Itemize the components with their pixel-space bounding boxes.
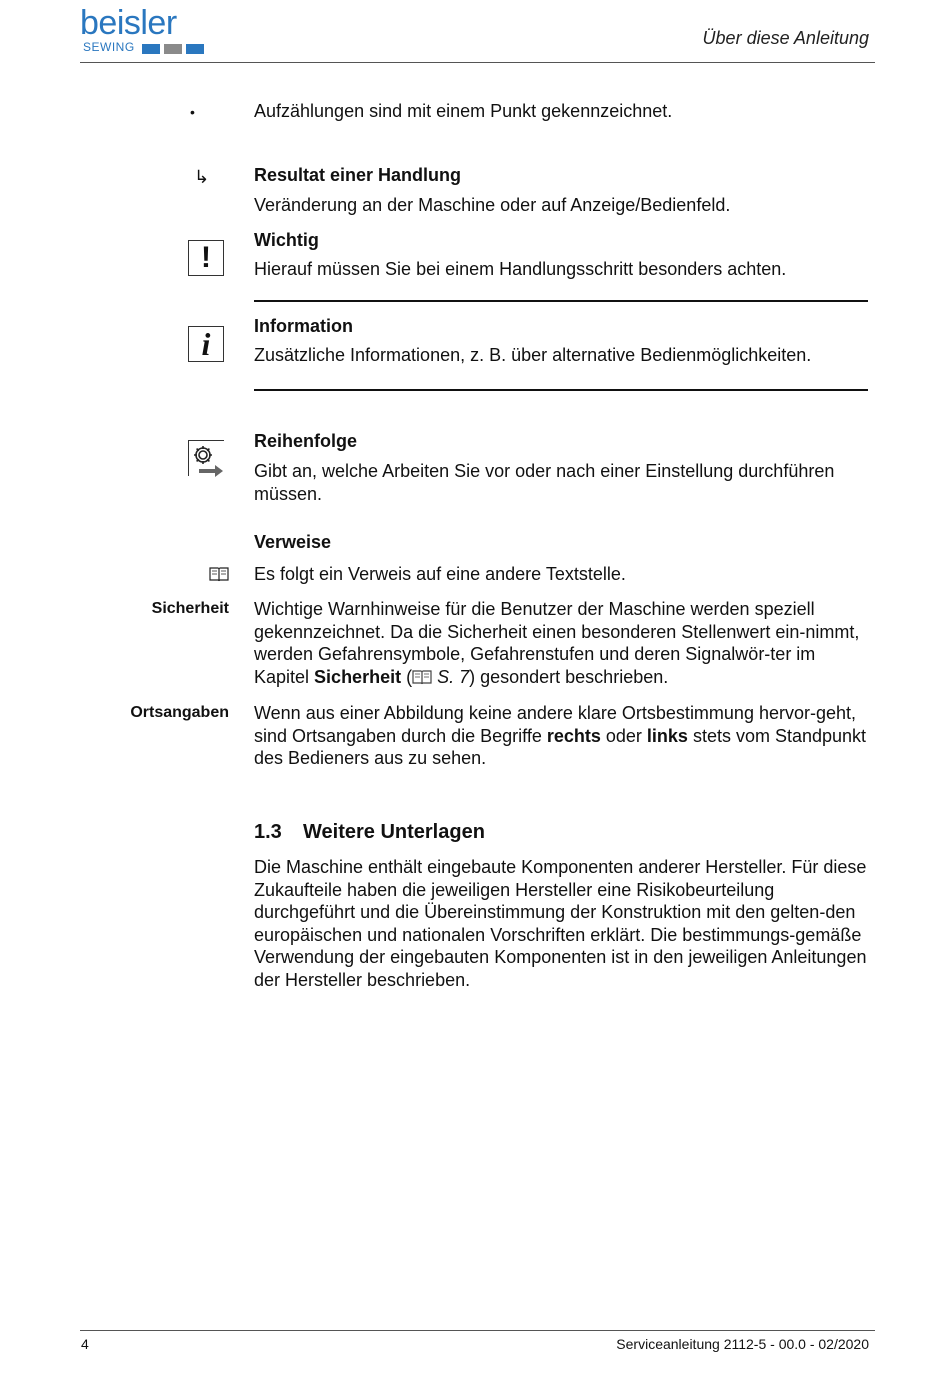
safety-text xyxy=(254,598,868,688)
location-text-part-1: Wenn aus einer Abbildung keine andere klare Ortsbestimmung hervor-geht, sind Ortsangaben durch die Begriffe xyxy=(254,703,857,746)
result-arrow-icon: ↳ xyxy=(194,167,210,187)
gear-arrow-svg xyxy=(189,441,225,477)
important-rule xyxy=(254,300,868,302)
book-icon xyxy=(209,566,229,587)
result-title: Resultat einer Handlung xyxy=(254,165,462,185)
footer-divider xyxy=(80,1330,875,1331)
gear-arrow-icon xyxy=(188,440,224,476)
section-number: 1.3 xyxy=(254,821,282,843)
order-text: Gibt an, welche Arbeiten Sie vor oder nach einer Einstellung durchführen müssen. xyxy=(254,461,835,504)
logo-square-blue-2 xyxy=(186,44,204,54)
logo-square-grey xyxy=(164,44,182,54)
info-letter: i xyxy=(201,326,211,362)
info-icon xyxy=(188,326,224,362)
exclamation-mark: ! xyxy=(201,241,211,274)
logo-word: beisler xyxy=(80,4,177,42)
location-bold-left: links xyxy=(646,725,688,746)
book-inline-icon xyxy=(412,669,432,685)
safety-page-link[interactable]: S. 7 xyxy=(432,666,470,687)
location-text xyxy=(254,702,868,770)
exclamation-icon xyxy=(188,240,224,276)
order-title: Reihenfolge xyxy=(254,431,358,451)
location-bold-right: rechts xyxy=(546,725,601,746)
safety-text-part-1: Wichtige Warnhinweise für die Benutzer der Maschine werden speziell gekennzeichnet. Da die Sicherheit einen besonderen Stellenwert ein-nimmt, werden Gefahrensymbole, Gefahrenstufen und deren Signalwör-ter im Kapitel xyxy=(254,599,860,687)
result-text: Veränderung an der Maschine oder auf Anzeige/Bedienfeld. xyxy=(254,195,731,215)
important-text: Hierauf müssen Sie bei einem Handlungsschritt besonders achten. xyxy=(254,259,787,279)
information-title: Information xyxy=(254,316,353,336)
important-title: Wichtig xyxy=(254,230,319,250)
book-svg xyxy=(209,566,229,582)
section-text: Die Maschine enthält eingebaute Komponenten anderer Hersteller. Für diese Zukaufteile haben die jeweiligen Hersteller eine Risikobeurteilung durchgeführt und die Übereinstimmung der Konstruktion mit den gelten-den europäischen und nationalen Vorschriften erklärt. Die bestimmungs-gemäße Verwendung der eingebauten Komponenten ist in den jeweiligen Anleitungen der Hersteller beschrieben. xyxy=(254,857,867,990)
beisler-logo xyxy=(80,4,220,54)
information-text: Zusätzliche Informationen, z. B. über alternative Bedienmöglichkeiten. xyxy=(254,345,812,365)
section-title: Weitere Unterlagen xyxy=(303,821,485,843)
document-id: Serviceanleitung 2112-5 - 00.0 - 02/2020 xyxy=(616,1336,869,1352)
bullet-symbol: • xyxy=(190,104,195,120)
location-label: Ortsangaben xyxy=(130,704,229,721)
location-text-part-2: oder xyxy=(600,725,647,746)
bullet-text: Aufzählungen sind mit einem Punkt gekennzeichnet. xyxy=(254,101,673,121)
safety-paren: ( xyxy=(401,666,413,687)
safety-label: Sicherheit xyxy=(151,600,229,617)
logo-square-blue xyxy=(142,44,160,54)
header-title: Über diese Anleitung xyxy=(702,28,869,48)
location-text-part-3: stets vom Standpunkt des Bedieners aus zu sehen. xyxy=(254,725,867,768)
information-rule xyxy=(254,389,868,391)
references-text: Es folgt ein Verweis auf eine andere Textstelle. xyxy=(254,564,626,584)
page-number: 4 xyxy=(81,1336,89,1352)
references-title: Verweise xyxy=(254,532,332,552)
safety-text-part-2: ) gesondert beschrieben. xyxy=(469,666,669,687)
header-divider xyxy=(80,62,875,63)
safety-bold: Sicherheit xyxy=(314,666,402,687)
logo-sub: SEWING xyxy=(83,40,135,54)
